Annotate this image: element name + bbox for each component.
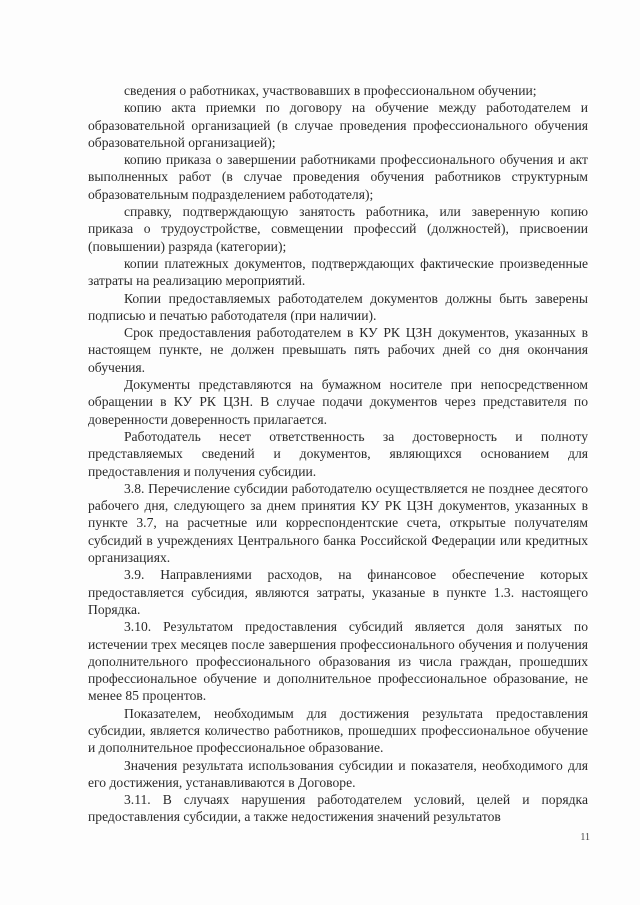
page-number: 11	[580, 832, 590, 843]
paragraph-clause-3-11: 3.11. В случаях нарушения работодателем условий, целей и порядка предоставления субсидии, а также недостижения значений результатов	[88, 792, 588, 825]
paragraph-payment-documents: копии платежных документов, подтверждающих фактические произведенные затраты на реализацию мероприятий.	[88, 255, 588, 289]
document-body	[88, 82, 588, 826]
paragraph-completion-order: копию приказа о завершении работниками профессионального обучения и акт выполненных работ (в случае проведения обучения работников структурным образовательным подразделением работодателя);	[88, 152, 588, 202]
paragraph-values-in-contract: Значения результата использования субсидии и показателя, необходимого для его достижения, устанавливаются в Договоре.	[88, 757, 588, 790]
paragraph-clause-3-9: 3.9. Направлениями расходов, на финансовое обеспечение которых предоставляется субсидия, являются затраты, указаные в пункте 1.3. настоящего Порядка.	[88, 567, 588, 617]
paragraph-indicator: Показателем, необходимым для достижения результата предоставления субсидии, является количество работников, прошедших профессиональное обучение и дополнительное профессиональное образование.	[88, 705, 588, 756]
paragraph-submission-deadline: Срок предоставления работодателем в КУ РК ЦЗН документов, указанных в настоящем пункте, не должен превышать пять рабочих дней со дня окончания обучения.	[88, 325, 588, 375]
paragraph-employer-responsibility: Работодатель несет ответственность за достоверность и полноту представляемых сведений и документов, являющихся основанием для предоставления и получения субсидии.	[88, 428, 588, 479]
paragraph-paper-submission: Документы представляются на бумажном носителе при непосредственном обращении в КУ РК ЦЗН. В случае подачи документов через представителя по доверенности доверенность прилагается.	[88, 377, 588, 427]
paragraph-clause-3-8: 3.8. Перечисление субсидии работодателю осуществляется не позднее десятого рабочего дня, следующего за днем принятия КУ РК ЦЗН документов, указанных в пункте 3.7, на расчетные или корреспондентские счета, открытые получателям субсидий в учреждениях Центрального банка Российской Федерации или кредитных организациях.	[88, 480, 588, 566]
paragraph-clause-3-10: 3.10. Результатом предоставления субсидий является доля занятых по истечении трех месяцев после завершения профессионального обучения и получения дополнительного профессионального образования из числа граждан, прошедших профессиональное обучение и дополнительное профессиональное образование, не менее 85 процентов.	[88, 619, 588, 704]
paragraph-employee-training-info: сведения о работниках, участвовавших в профессиональном обучении;	[124, 83, 537, 98]
paragraph-employment-certificate: справку, подтверждающую занятость работника, или заверенную копию приказа о трудоустройстве, совмещении профессий (должностей), присвоении (повышении) разряда (категории);	[88, 204, 588, 254]
paragraph-acceptance-act: копию акта приемки по договору на обучение между работодателем и образовательной организацией (в случае проведения профессионального обучения образовательной организацией);	[88, 100, 588, 150]
paragraph-copies-certification: Копии предоставляемых работодателем документов должны быть заверены подписью и печатью работодателя (при наличии).	[88, 290, 588, 323]
